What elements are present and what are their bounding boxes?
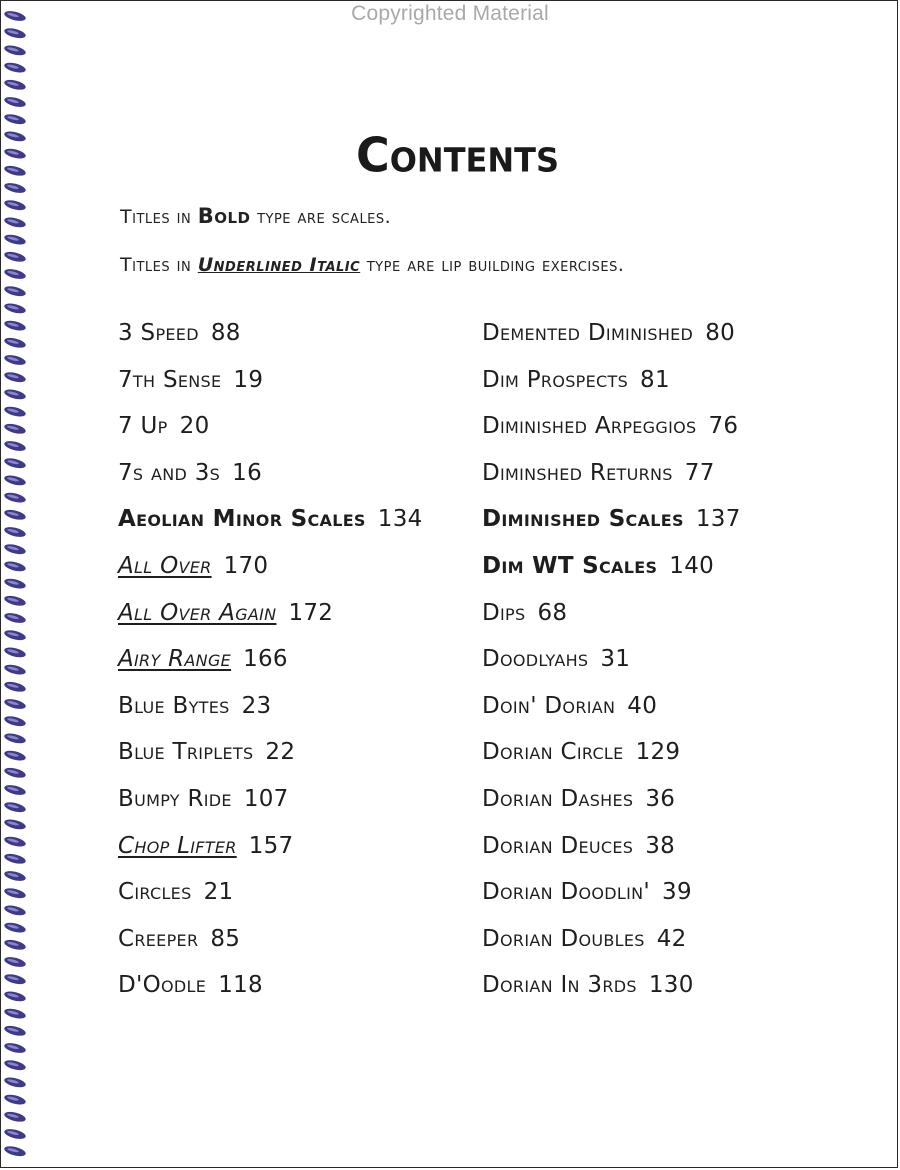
toc-entry-title: Dorian Doubles (482, 925, 645, 952)
copyright-watermark: Copyrighted Material (351, 2, 549, 25)
toc-entry (482, 646, 741, 693)
toc-entry (118, 972, 423, 1019)
toc-entry (482, 833, 741, 880)
toc-entry-page: 39 (662, 879, 692, 906)
toc-entry (118, 926, 423, 973)
toc-entry (482, 693, 741, 740)
toc-entry-page: 23 (241, 692, 272, 719)
toc-entry-title: 3 Speed (118, 320, 199, 346)
toc-entry-page: 157 (248, 832, 294, 859)
toc-entry (482, 600, 741, 647)
toc-entry-page: 36 (645, 785, 676, 812)
contents-right-column (482, 320, 741, 1019)
toc-entry (118, 460, 423, 507)
toc-entry (118, 320, 423, 367)
toc-entry (118, 646, 423, 693)
toc-entry-title: 7s and 3s (118, 459, 221, 486)
toc-entry-page: 19 (233, 366, 264, 393)
toc-entry-page: 85 (210, 925, 241, 952)
toc-entry-page: 129 (635, 739, 681, 766)
toc-entry-title: All Over (118, 552, 212, 579)
toc-entry-page: 16 (232, 459, 263, 486)
toc-entry-page: 172 (288, 599, 334, 626)
toc-entry-page: 134 (377, 506, 423, 533)
toc-entry-title: Dim Prospects (482, 366, 629, 393)
toc-entry-page: 22 (265, 739, 296, 766)
toc-entry (118, 553, 423, 600)
toc-entry (118, 739, 423, 786)
legend-bold-note (120, 204, 391, 228)
toc-entry-title: Doodlyahs (482, 646, 589, 673)
toc-entry-title: Chop Lifter (118, 832, 237, 859)
toc-entry-title: Dorian Doodlin' (482, 879, 651, 906)
toc-entry-page: 166 (243, 646, 288, 673)
contents-left-column (118, 320, 423, 1019)
toc-entry-page: 118 (218, 972, 263, 999)
toc-entry-page: 77 (684, 459, 715, 486)
toc-entry (482, 367, 741, 414)
toc-entry-page: 107 (243, 785, 289, 812)
toc-entry (482, 553, 741, 600)
toc-entry-title: Aeolian Minor Scales (118, 506, 366, 533)
toc-entry-page: 137 (695, 506, 741, 533)
toc-entry-title: 7th Sense (118, 366, 222, 393)
toc-entry (482, 926, 741, 973)
toc-entry-title: Dorian Circle (482, 739, 624, 766)
legend-1-bold-word: Bold (197, 204, 251, 228)
toc-entry-page: 38 (645, 832, 676, 859)
toc-entry (482, 460, 741, 507)
toc-entry-page: 81 (640, 366, 670, 393)
toc-entry (482, 739, 741, 786)
toc-entry-page: 20 (179, 413, 210, 440)
toc-entry-title: Bumpy Ride (118, 785, 232, 812)
toc-entry-page: 130 (648, 972, 694, 999)
toc-entry-page: 68 (537, 599, 568, 626)
toc-entry-title: D'Oodle (118, 972, 207, 999)
toc-entry-title: Diminshed Returns (482, 459, 673, 486)
toc-entry (118, 786, 423, 833)
toc-entry-page: 21 (203, 879, 234, 906)
toc-entry (118, 879, 423, 926)
toc-entry (482, 506, 741, 553)
toc-entry-page: 40 (627, 692, 658, 719)
toc-entry-page: 76 (708, 413, 739, 440)
toc-entry-title: Dorian Deuces (482, 832, 634, 859)
toc-entry-title: Diminished Arpeggios (482, 413, 697, 440)
toc-entry (118, 600, 423, 647)
toc-entry-title: Blue Bytes (118, 692, 230, 719)
toc-entry-title: Dim WT Scales (482, 552, 658, 579)
toc-entry-page: 170 (223, 552, 269, 579)
toc-entry-title: Dorian Dashes (482, 785, 634, 812)
toc-entry (118, 693, 423, 740)
toc-entry-page: 88 (210, 320, 241, 346)
toc-entry-title: Demented Diminished (482, 320, 694, 346)
toc-entry-title: Diminished Scales (482, 506, 684, 533)
legend-underline-note (120, 254, 624, 276)
legend-2-underlined-word: Underlined Italic (197, 254, 361, 276)
toc-entry-page: 42 (656, 925, 687, 952)
toc-entry-title: Circles (118, 879, 192, 906)
toc-entry-title: Dorian In 3rds (482, 972, 637, 999)
toc-entry-title: All Over Again (118, 599, 277, 626)
legend-1-suffix: type are scales. (257, 206, 392, 228)
toc-entry-page: 31 (600, 646, 631, 673)
toc-entry-title: Blue Triplets (118, 739, 254, 766)
toc-entry-page: 140 (669, 552, 715, 579)
toc-entry-title: Dips (482, 599, 526, 626)
toc-entry (118, 367, 423, 414)
toc-entry (482, 320, 741, 367)
page-title: Contents (355, 127, 560, 183)
toc-entry (118, 506, 423, 553)
toc-entry (482, 786, 741, 833)
legend-1-prefix: Titles in (120, 206, 192, 228)
toc-entry (482, 413, 741, 460)
legend-2-suffix: type are lip building exercises. (366, 254, 625, 276)
toc-entry-title: Doin' Dorian (482, 692, 616, 719)
legend-2-prefix: Titles in (120, 254, 192, 276)
toc-entry (118, 413, 423, 460)
toc-entry-title: Airy Range (118, 646, 232, 673)
toc-entry-title: Creeper (118, 925, 199, 952)
toc-entry (482, 879, 741, 926)
toc-entry (118, 833, 423, 880)
toc-entry (482, 972, 741, 1019)
toc-entry-title: 7 Up (118, 413, 168, 440)
toc-entry-page: 80 (705, 320, 736, 346)
